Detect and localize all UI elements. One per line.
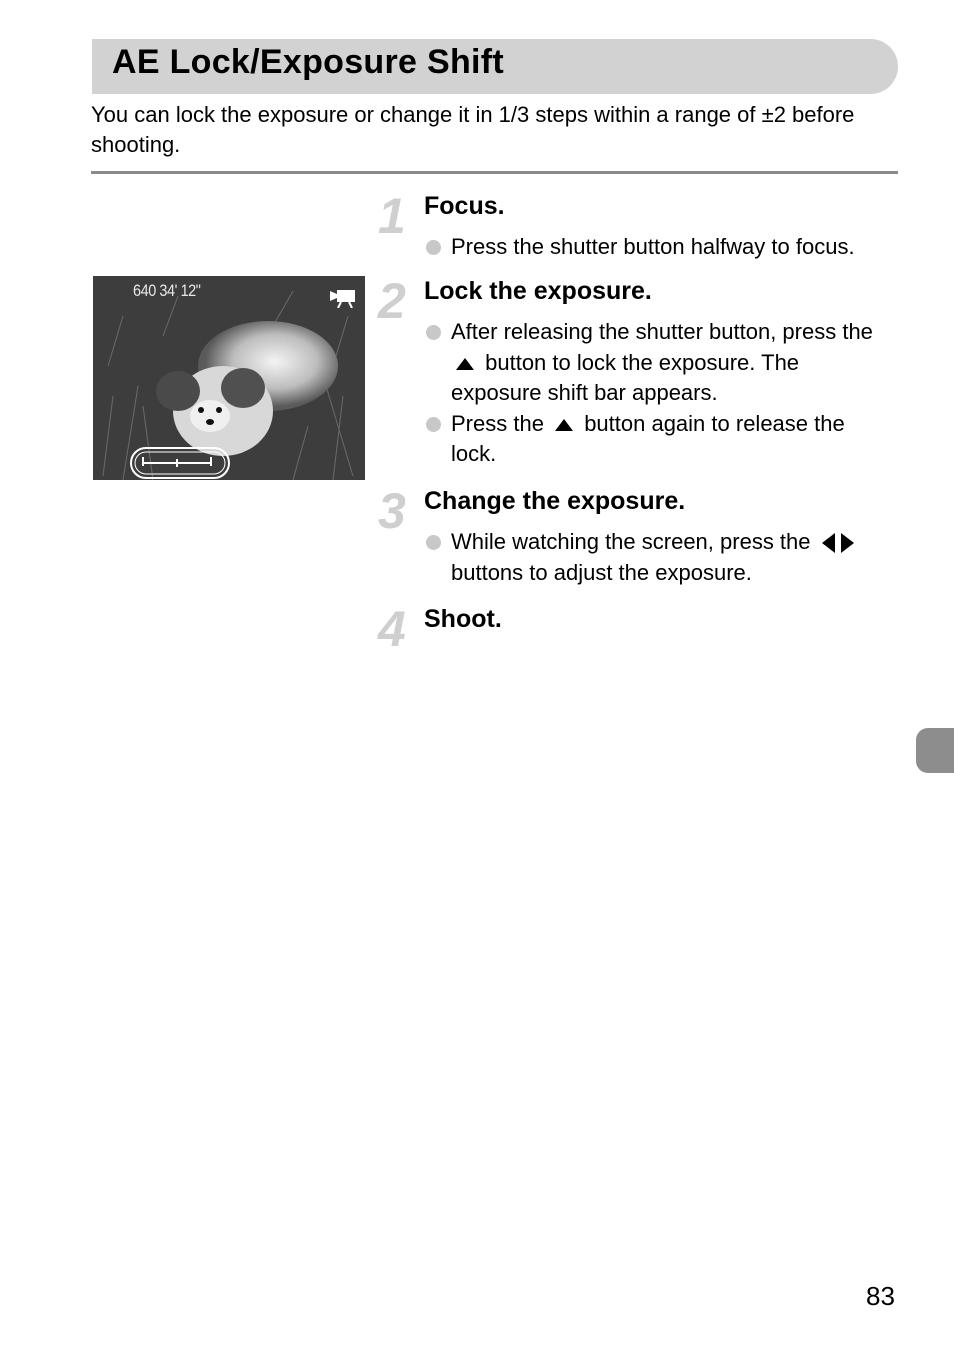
bullet-item: Press the button again to release the lock. xyxy=(424,409,894,470)
chapter-tab-marker xyxy=(916,728,954,773)
step-title: Lock the exposure. xyxy=(424,277,652,305)
page-title: AE Lock/Exposure Shift xyxy=(112,43,505,81)
step-title: Shoot. xyxy=(424,605,502,633)
step-bullets xyxy=(424,527,894,588)
recording-time-readout: 640 34' 12" xyxy=(133,281,201,300)
bullet-dot-icon xyxy=(426,240,441,255)
bullet-item: After releasing the shutter button, press the button to lock the exposure. The exposure shift bar appears. xyxy=(424,317,894,409)
step-number: 4 xyxy=(378,601,406,657)
step-number: 3 xyxy=(378,483,406,539)
bullet-item: While watching the screen, press the buttons to adjust the exposure. xyxy=(424,527,894,588)
bullet-dot-icon xyxy=(426,417,441,432)
bullet-item: Press the shutter button halfway to focus. xyxy=(424,232,894,263)
step-title: Change the exposure. xyxy=(424,487,686,515)
title-bar xyxy=(92,39,898,94)
dog-photo xyxy=(93,276,365,480)
step-number: 1 xyxy=(378,188,406,244)
bullet-dot-icon xyxy=(426,535,441,550)
movie-mode-icon xyxy=(329,286,357,308)
divider xyxy=(91,171,898,174)
up-arrow-icon xyxy=(554,418,574,432)
left-right-arrows-icon xyxy=(821,532,855,554)
page-number: 83 xyxy=(866,1281,895,1311)
camera-screen-image xyxy=(93,276,365,480)
step-number: 2 xyxy=(378,273,406,329)
bullet-dot-icon xyxy=(426,325,441,340)
intro-text: You can lock the exposure or change it in 1/3 steps within a range of ±2 before shooting. xyxy=(91,102,855,157)
up-arrow-icon xyxy=(455,357,475,371)
step-bullets xyxy=(424,232,894,263)
step-title: Focus. xyxy=(424,192,505,220)
step-bullets xyxy=(424,317,894,470)
